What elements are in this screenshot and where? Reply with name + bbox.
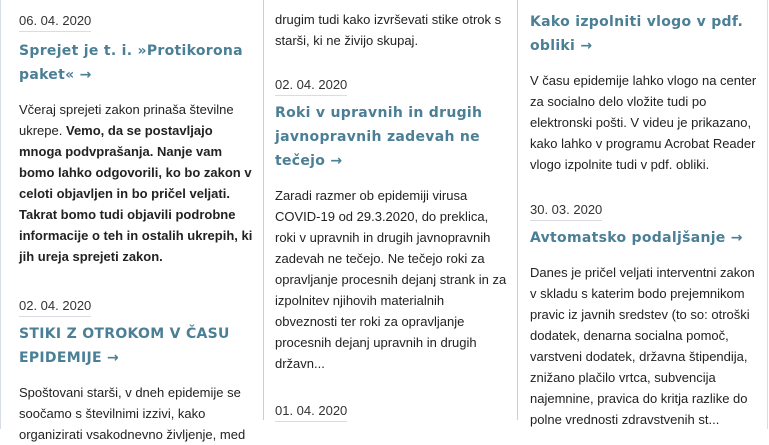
article-summary-bold: Vemo, da se postavljajo mnoga podvprašanja. Nanje vam bomo lahko odgovorili, ko bo zakon v celoti objavljen in bo pričel veljati. Takrat bomo tudi objavili podrobne informacije o teh in ostalih ukrepih, ki jih ureja sprejeti zakon.	[19, 123, 253, 264]
article-title-link[interactable]: STIKI Z OTROKOM V ČASU EPIDEMIJE →	[19, 326, 230, 366]
article-date: 02. 04. 2020	[19, 298, 91, 317]
article-summary: Danes je pričel veljati interventni zakon v skladu s katerim bodo prejemnikom pravic iz javnih sredstev (to so: otroški dodatek, denarna socialna pomoč, varstveni dodatek, državna štipendija, znižano plačilo vrtca, subvencija najemnine, pravica do kritja razlike do polne vrednosti zdravstvenih st...	[530, 265, 755, 427]
news-article	[275, 374, 507, 427]
article-title-link[interactable]: Sprejet je t. i. »Protikorona paket« →	[19, 43, 243, 83]
article-date: 02. 04. 2020	[275, 77, 347, 96]
article-title-link[interactable]: Roki v upravnih in drugih javnopravnih zadevah ne tečejo →	[275, 105, 483, 169]
news-article	[530, 175, 757, 430]
article-summary: Zaradi razmer ob epidemiji virusa COVID-19 od 29.3.2020, do preklica, roki v upravnih in drugih javnopravnih zadevah ne tečejo. Ne tečejo roki za opravljanje procesnih dejanj strank in za izpolnitev njihovih materialnih obveznosti ter roki za opravljanje procesnih dejanj upravnih in drugih državn...	[275, 188, 507, 371]
article-summary: Spoštovani starši, v dneh epidemije se soočamo s številnimi izzivi, kako organizirati vsakodnevno življenje, med	[19, 385, 246, 442]
news-article	[19, 267, 255, 445]
news-article	[19, 0, 255, 267]
news-article	[530, 0, 757, 175]
news-column-3	[517, 0, 769, 427]
news-column-1	[1, 0, 263, 442]
article-title-link[interactable]: Avtomatsko podaljšanje →	[530, 230, 743, 246]
article-date: 01. 04. 2020	[275, 403, 347, 422]
news-article	[275, 51, 507, 374]
news-column-2	[263, 0, 517, 420]
article-summary-continued: drugim tudi kako izvrševati stike otrok s starši, ki ne živijo skupaj.	[275, 12, 502, 48]
article-date: 30. 03. 2020	[530, 202, 602, 221]
article-summary-intro: Včeraj sprejeti zakon prinaša številne ukrepe.	[19, 102, 234, 138]
article-title-link[interactable]: Kako izpolniti vlogo v pdf. obliki →	[530, 14, 744, 54]
article-date: 06. 04. 2020	[19, 13, 91, 32]
article-summary: V času epidemije lahko vlogo na center za socialno delo vložite tudi po elektronski pošti. V videu je prikazano, kako lahko v programu Acrobat Reader vlogo izpolnite tudi v pdf. obliki.	[530, 73, 757, 172]
article-summary	[19, 99, 255, 267]
